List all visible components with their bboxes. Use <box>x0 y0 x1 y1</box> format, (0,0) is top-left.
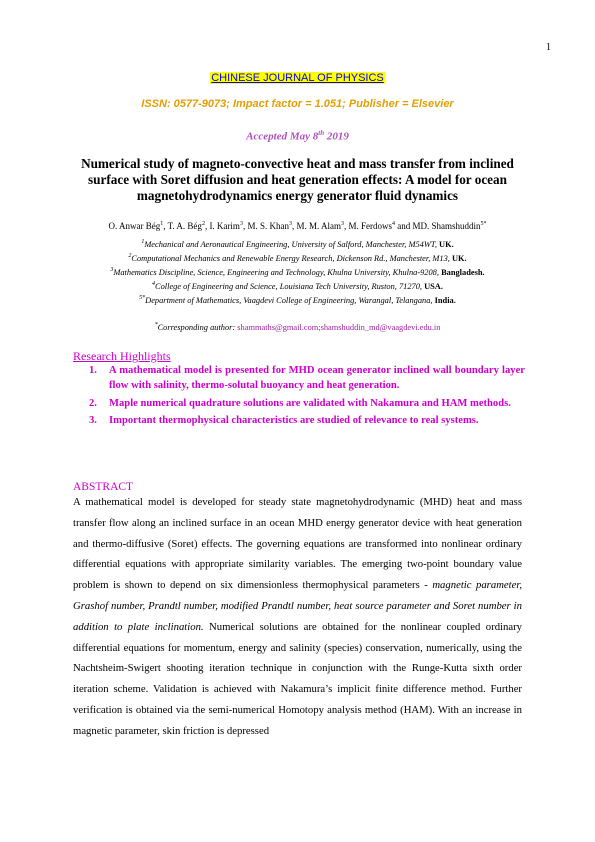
affiliation-line: $^4$College of Engineering and Science, Louisiana Tech University, Ruston, 71270, USA. <box>152 281 443 291</box>
affiliation-line: $^1$Mechanical and Aeronautical Engineering, University of Salford, Manchester, M54WT, UK. <box>141 239 454 249</box>
author: M. Ferdows$^4$ <box>348 221 395 231</box>
paper-title: Numerical study of magneto-convective heat and mass transfer from inclined surface with Soret diffusion and heat generation effects: A model for ocean magnetohydrodynamics energy generator fluid dynamics <box>81 156 514 203</box>
author: MD. Shamshuddin$^{5*}$ <box>412 221 487 231</box>
abstract-italic: magnetic parameter, Grashof number, Prandtl number, modified Prandtl number, heat source parameter and Soret number in addition to plate inclination. <box>73 579 523 633</box>
author: I. Karim$^3$ <box>209 221 243 231</box>
author: M. S. Khan$^3$ <box>247 221 292 231</box>
research-highlights-heading: Research Highlights <box>73 349 171 363</box>
issn-line: ISSN: 0577-9073; Impact factor = 1.051; Publisher = Elsevier <box>141 98 454 110</box>
abstract-heading: ABSTRACT <box>73 481 134 493</box>
affiliation-line: $^3$Mathematics Discipline, Science, Engineering and Technology, Khulna University, Khulna-9208, Bangladesh. <box>110 267 485 277</box>
author: M. M. Alam$^3$ <box>296 221 344 231</box>
highlight-item <box>73 413 525 428</box>
accepted-prefix: Accepted May 8 <box>246 130 319 143</box>
author: T. A. Bég$^2$ <box>167 221 205 231</box>
accepted-sup: th <box>318 129 325 137</box>
highlight-number: 2. <box>89 397 97 409</box>
highlight-number: 1. <box>89 365 97 376</box>
email-link[interactable]: shammaths@gmail.com;shamshuddin_md@vaagdevi.edu.in <box>237 322 441 332</box>
affiliation-line: $^{5*}$Department of Mathematics, Vaagdevi College of Engineering, Warangal, Telangana, India. <box>139 295 456 305</box>
accepted-suffix: 2019 <box>324 130 349 143</box>
journal-name <box>0 72 595 84</box>
highlight-text: Important thermophysical characteristics are studied of relevance to real systems. <box>109 414 479 426</box>
highlight-text: A mathematical model is presented for MHD ocean generator inclined wall boundary layer flow with salinity, thermo-solutal buoyancy and heat generation. <box>109 365 525 392</box>
highlight-number: 3. <box>89 414 97 426</box>
affiliation-line: $^2$Computational Mechanics and Renewable Energy Research, Dickenson Rd., Manchester, M13, UK. <box>128 253 467 263</box>
highlight-item <box>73 363 525 394</box>
author: O. Anwar Bég$^1$ <box>108 221 164 231</box>
author-list: O. Anwar Bég$^1$, T. A. Bég$^2$, I. Karim$^3$, M. S. Khan$^3$, M. M. Alam$^3$, M. Ferdows$^4$ and MD. Shamshuddin$^{5*}$ <box>108 221 487 231</box>
page-number: 1 <box>546 42 551 53</box>
research-highlights-list <box>73 363 525 430</box>
corresponding-author: *Corresponding author: shammaths@gmail.com;shamshuddin_md@vaagdevi.edu.in <box>154 322 441 332</box>
abstract-body: A mathematical model is developed for steady state magnetohydrodynamic (MHD) heat and mass transfer flow along an inclined surface in an ocean MHD energy generator device with heat generation and thermo-diffusive (Soret) effects. The governing equations are transformed into nonlinear ordinary differential equations with appropriate similarity variables. The emerging two-point boundary value problem is shown to depend on six dimensionless thermophysical parameters - magnetic parameter, Grashof number, Prandtl number, modified Prandtl number, heat source parameter and Soret number in addition to plate inclination. Numerical solutions are obtained for the nonlinear coupled ordinary differential equations for momentum, energy and salinity (species) conservation, numerically, using the Nachtsheim-Swigert shooting iteration technique in conjunction with the Runge-Kutta sixth order iteration scheme. Validation is achieved with Nakamura’s implicit finite difference method. Further verification is obtained via the semi-numerical Homotopy analysis method (HAM). With an increase in magnetic parameter, skin friction is depressed <box>73 496 523 737</box>
highlight-item <box>73 396 525 411</box>
corresponding-label: Corresponding author <box>157 322 233 332</box>
journal-link[interactable]: CHINESE JOURNAL OF PHYSICS <box>211 72 384 84</box>
accepted-date <box>0 129 595 143</box>
highlight-text: Maple numerical quadrature solutions are validated with Nakamura and HAM methods. <box>109 397 511 409</box>
